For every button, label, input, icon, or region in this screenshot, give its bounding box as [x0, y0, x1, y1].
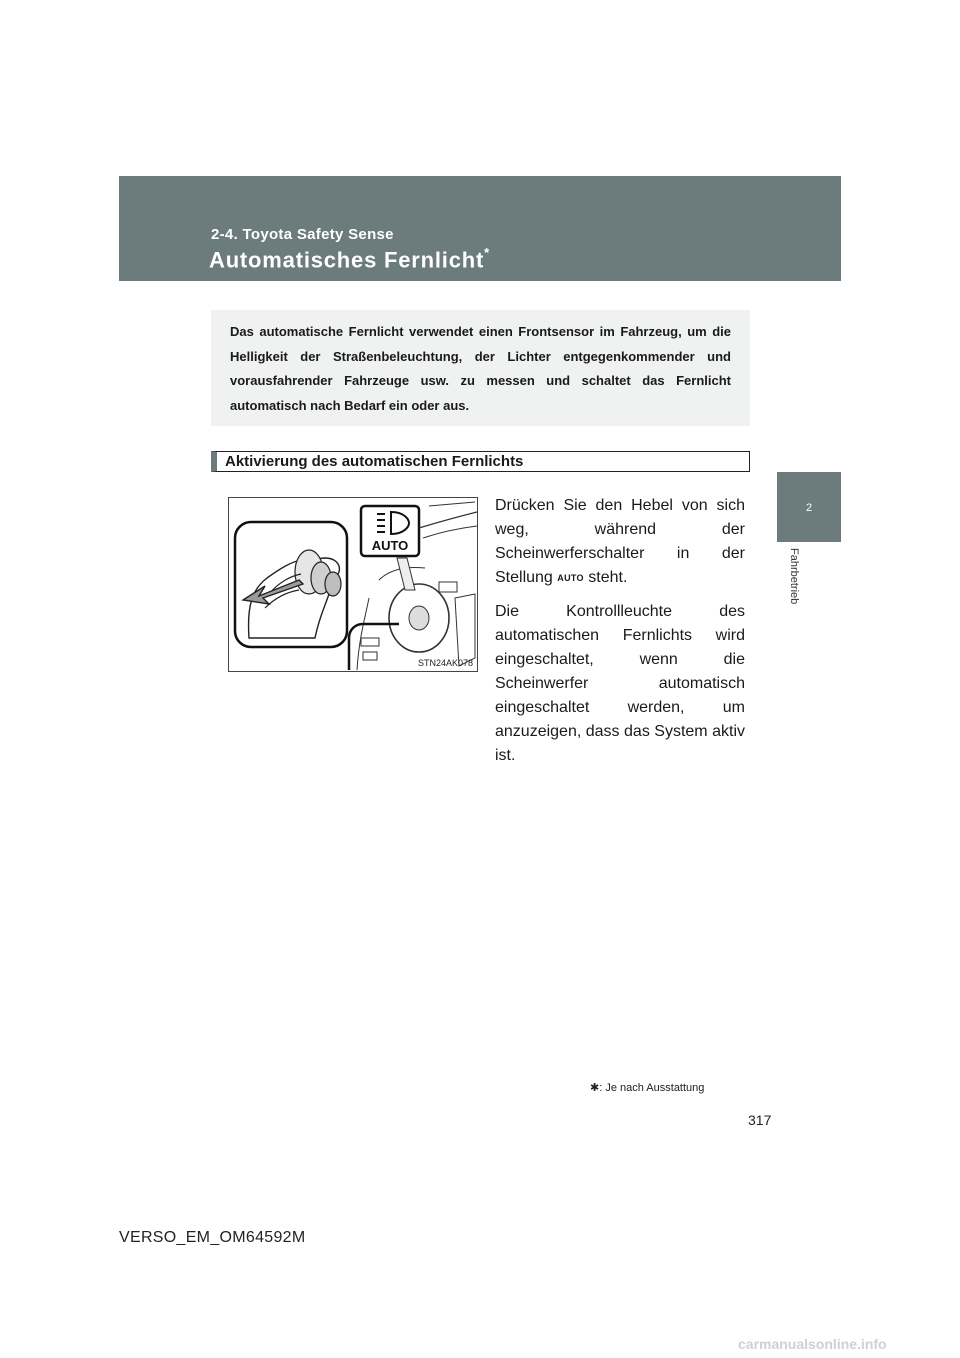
- body-text: [495, 494, 745, 778]
- page-title-text: Automatisches Fernlicht: [209, 247, 485, 273]
- illustration-drawing: [229, 498, 478, 672]
- page-number: 317: [748, 1112, 772, 1128]
- auto-symbol: AUTO: [557, 573, 584, 583]
- illustration: [228, 497, 478, 672]
- chapter-label-text: Fahrbetrieb: [788, 548, 800, 605]
- chapter-tab: [777, 472, 841, 542]
- intro-box: Das automatische Fernlicht verwendet einen Frontsensor im Fahrzeug, um die Helligkeit der Straßenbeleuchtung, der Lichter entgegenkommender und vorausfahrender Fahrzeuge usw. zu messen und schaltet das Fernlicht automatisch nach Bedarf ein oder aus.: [211, 310, 750, 426]
- section-label: 2-4. Toyota Safety Sense: [211, 226, 394, 243]
- asterisk-mark: *: [484, 245, 490, 260]
- chapter-number: 2: [805, 502, 813, 514]
- document-id: VERSO_EM_OM64592M: [119, 1229, 306, 1246]
- page-title: [209, 247, 490, 273]
- paragraph-1-start: Drücken Sie den Hebel von sich weg, während der Scheinwerferschalter in der Stellung: [495, 497, 745, 586]
- figure-code: STN24AK078: [417, 658, 473, 668]
- chapter-label: [786, 548, 802, 628]
- watermark: carmanualsonline.info: [738, 1336, 887, 1352]
- paragraph-1: [495, 494, 745, 590]
- paragraph-2: Die Kontrollleuchte des automatischen Fernlichts wird eingeschaltet, wenn die Scheinwerfer automatisch eingeschaltet werden, um anzuzeigen, dass das System aktiv ist.: [495, 603, 745, 764]
- auto-label: AUTO: [371, 538, 409, 553]
- subheading: Aktivierung des automatischen Fernlichts: [211, 451, 750, 472]
- footnote: ✱: Je nach Ausstattung: [590, 1082, 705, 1094]
- paragraph-1-end: steht.: [583, 569, 628, 586]
